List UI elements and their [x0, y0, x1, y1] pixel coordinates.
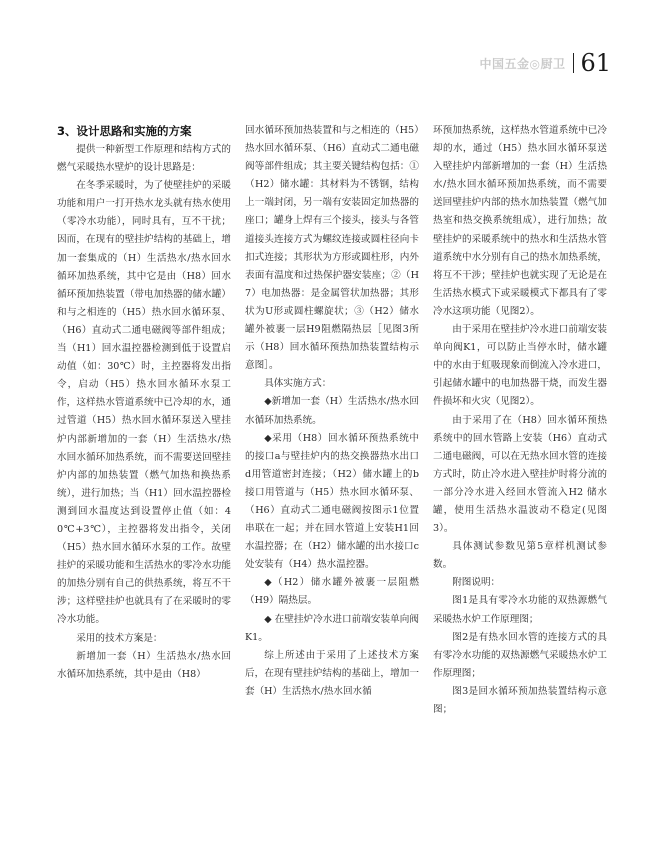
paragraph: 环预加热系统，这样热水管道系统中已冷却的水，通过（H5）热水回水循环泵送入壁挂炉内部新增加的一套（H）生活热水/热水回水循环预加热系统，而不需要送回壁挂炉内部的热水加热装置（燃气加热室和热交换系统组成），进行加热；故壁挂炉的采暖系统中的热水和生活热水管道系统中水分别有自己的热水加热系统，将互不干涉；壁挂炉也就实现了无论是在生活热水模式下或采暖模式下都具有了零冷水这项功能（见图2）。: [433, 125, 607, 317]
paragraph: 图3是回水循环预加热装置结构示意图；: [433, 685, 607, 715]
paragraph: ◆（H2）储水罐外被裹一层阻燃（H9）隔热层。: [245, 577, 419, 607]
page-header: [479, 48, 611, 78]
paragraph: 具体测试参数见第5章样机测试参数。: [433, 541, 607, 571]
section-title: 3、设计思路和实施的方案: [57, 124, 192, 138]
paragraph: 综上所述由于采用了上述技术方案后，在现有壁挂炉结构的基础上，增加一套（H）生活热水/热水回水循: [245, 649, 419, 697]
paragraph: 图2是有热水回水管的连接方式的具有零冷水功能的双热源燃气采暖热水炉工作原理图；: [433, 631, 607, 679]
paragraph: 由于采用了在（H8）回水循环预热系统中的回水管路上安装（H6）直动式二通电磁阀，可以在无热水回水管的连接方式时，防止冷水进入壁挂炉时将分流的一部分冷水进入经回水管流入H2 储水罐，使用生活热水温波动不稳定(见图3）。: [433, 414, 607, 535]
column-2-text: [245, 122, 419, 701]
column-2: [245, 122, 419, 719]
column-1-text: [57, 141, 231, 684]
paragraph: ◆ 在壁挂炉冷水进口前端安装单向阀K1。: [245, 613, 419, 643]
column-1: [57, 122, 231, 719]
paragraph: 具体实施方式：: [264, 378, 332, 390]
magazine-brand: 中国五金◎厨卫: [479, 56, 566, 71]
column-3-text: [433, 122, 607, 719]
article-body: [57, 122, 607, 719]
paragraph: 新增加一套（H）生活热水/热水回水循环加热系统，其中是由（H8）: [57, 650, 231, 680]
paragraph: 由于采用在壁挂炉冷水进口前端安装单向阀K1，可以防止当停水时，储水罐中的水由于虹吸现象而倒流入冷水进口，引起储水罐中的电加热器干烧，而发生器件损坏和火灾（见图2）。: [433, 324, 607, 408]
paragraph: 附图说明：: [452, 577, 501, 589]
header-divider: [573, 53, 574, 73]
column-3: [433, 122, 607, 719]
page-number: 61: [580, 49, 611, 77]
paragraph: 提供一种新型工作原理和结构方式的燃气采暖热水壁炉的设计思路是：: [57, 144, 231, 174]
paragraph: 采用的技术方案是：: [76, 632, 163, 644]
paragraph: 回水循环预加热装置和与之相连的（H5）热水回水循环泵、（H6）直动式二通电磁阀等部件组成；其主要关键结构包括：①（H2）储水罐：其材料为不锈钢，结构上一端封闭，另一端有安装固定加热器的座口；罐身上焊有三个接头，接头与各管道接头连接方式为螺纹连接或圆柱径向卡扣式连接；其形状为方形或圆柱形，内外表面有温度和过热保护器安装座；②（H7）电加热器：是金属管状加热器；其形状为U形或圆柱螺旋状；③（H2）储水罐外被裹一层H9阻燃隔热层［见图3所示（H8）回水循环预热加热装置结构示意图］。: [245, 125, 419, 372]
paragraph: 图1是具有零冷水功能的双热源燃气采暖热水炉工作原理图；: [433, 595, 607, 625]
paragraph: 在冬季采暖时，为了使壁挂炉的采暖功能和用户一打开热水龙头就有热水使用（零冷水功能），同时具有，互不干扰；因而，在现有的壁挂炉结构的基础上，增加一套集成的（H）生活热水/热水回水循环加热系统，其中它是由（H8）回水循环预加热装置（带电加热器的储水罐）和与之相连的（H5）热水回水循环泵、（H6）直动式二通电磁阀等部件组成；当（H1）回水温控器检测到低于设置启动值（如：30℃）时，主控器将发出指令，启动（H5）热水回水循环水泵工作，这样热水管道系统中已冷却的水，通过管道（H5）热水回水循环泵送入壁挂炉内部新增加的一套（H）生活热水/热水回水循环加热系统，而不需要送回壁挂炉内部的加热装置（燃气加热和换热系统），进行加热；当（H1）回水温控器检测到回水温度达到设置停止值（如：40℃+3℃），主控器将发出指令，关闭（H5）热水回水循环水泵的工作。故壁挂炉的采暖功能和生活热水的零冷水功能的加热分别有自己的供热系统，将互不干涉；这样壁挂炉也就具有了在采暖时的零冷水功能。: [57, 180, 231, 626]
paragraph: ◆采用（H8）回水循环预热系统中的接口a与壁挂炉内的热交换器热水出口d用管道密封连接；（H2）储水罐上的b接口用管道与（H5）热水回水循环泵、（H6）直动式二通电磁阀按图示1位置串联在一起；并在回水管道上安装H1回水温控器；在（H2）储水罐的出水接口c处安装有（H4）热水温控器。: [245, 432, 419, 571]
paragraph: ◆新增加一套（H）生活热水/热水回水循环加热系统。: [245, 396, 419, 426]
